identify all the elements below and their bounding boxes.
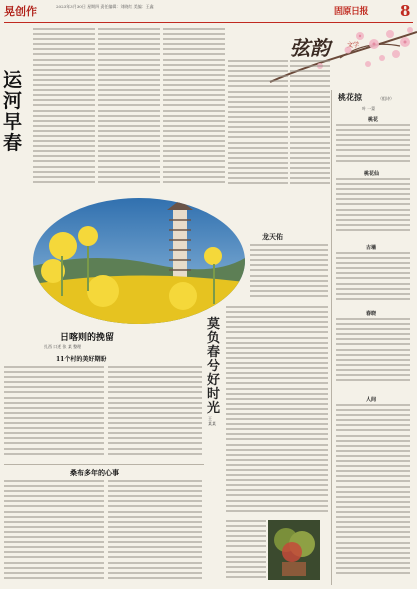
article3-body-left xyxy=(4,480,104,584)
section-divider xyxy=(4,464,204,465)
poem-section-heading: 人间 xyxy=(366,397,377,403)
poem-section-heading: 春晓 xyxy=(366,311,377,317)
poem-stanza xyxy=(336,252,410,304)
page-number: 8 xyxy=(400,2,411,20)
article2-body-left xyxy=(4,366,104,462)
column-subtitle: 文学 xyxy=(347,42,360,49)
article-body-col4 xyxy=(228,60,288,188)
vertical-article-body xyxy=(226,306,328,516)
article2-subtitle: 11个村的美好期盼 xyxy=(56,356,107,363)
article2-byline: 扎西 口述 张 某 整理 xyxy=(44,344,82,349)
vertical-article-body-bottom xyxy=(226,520,266,584)
poem-stanza xyxy=(336,178,410,238)
poem-title: 桃花掠 xyxy=(338,92,362,102)
article-body-col2 xyxy=(98,28,160,188)
rapeseed-pagoda-photo xyxy=(33,196,245,326)
poem-author: 叶 一蒙 xyxy=(362,106,376,111)
poem-section-heading: 古墙 xyxy=(366,245,377,251)
vertical-article-author: 王 某某 xyxy=(208,416,216,426)
column-title: 弦韵 xyxy=(290,36,330,60)
section-name: 晃创作 xyxy=(4,5,37,18)
poem-stanza xyxy=(336,404,410,582)
poem-section-heading: 桃花 xyxy=(368,117,379,123)
poem-stanza xyxy=(336,318,410,388)
potted-plant-photo xyxy=(268,520,320,580)
article2-body-right xyxy=(108,366,202,462)
column-divider xyxy=(331,90,332,585)
poem-text-col xyxy=(290,60,330,190)
article2-title: 日喀则的挽留 xyxy=(60,333,115,343)
mid-article-title: 龙天佑 xyxy=(262,232,283,241)
article-body-col3 xyxy=(163,28,225,188)
newspaper-name: 固原日报 xyxy=(334,7,369,17)
poem-stanza xyxy=(336,124,410,166)
article3-title: 桑布多年的心事 xyxy=(70,468,119,477)
article3-body-right xyxy=(108,480,202,584)
issue-meta: 2023年3月30日 星期四 责任编辑：刘晓红 美编：王鑫 xyxy=(56,4,154,9)
article-body-col1 xyxy=(33,28,95,188)
poem-section-heading: 桃花仙 xyxy=(364,171,380,177)
page-header xyxy=(4,2,413,24)
mid-article-body xyxy=(250,244,328,302)
poem-subtitle: （组诗） xyxy=(378,96,394,101)
main-headline: 运河早春 xyxy=(3,69,23,154)
vertical-article-title: 莫负春兮好时光 xyxy=(207,317,221,416)
header-rule xyxy=(4,22,413,23)
